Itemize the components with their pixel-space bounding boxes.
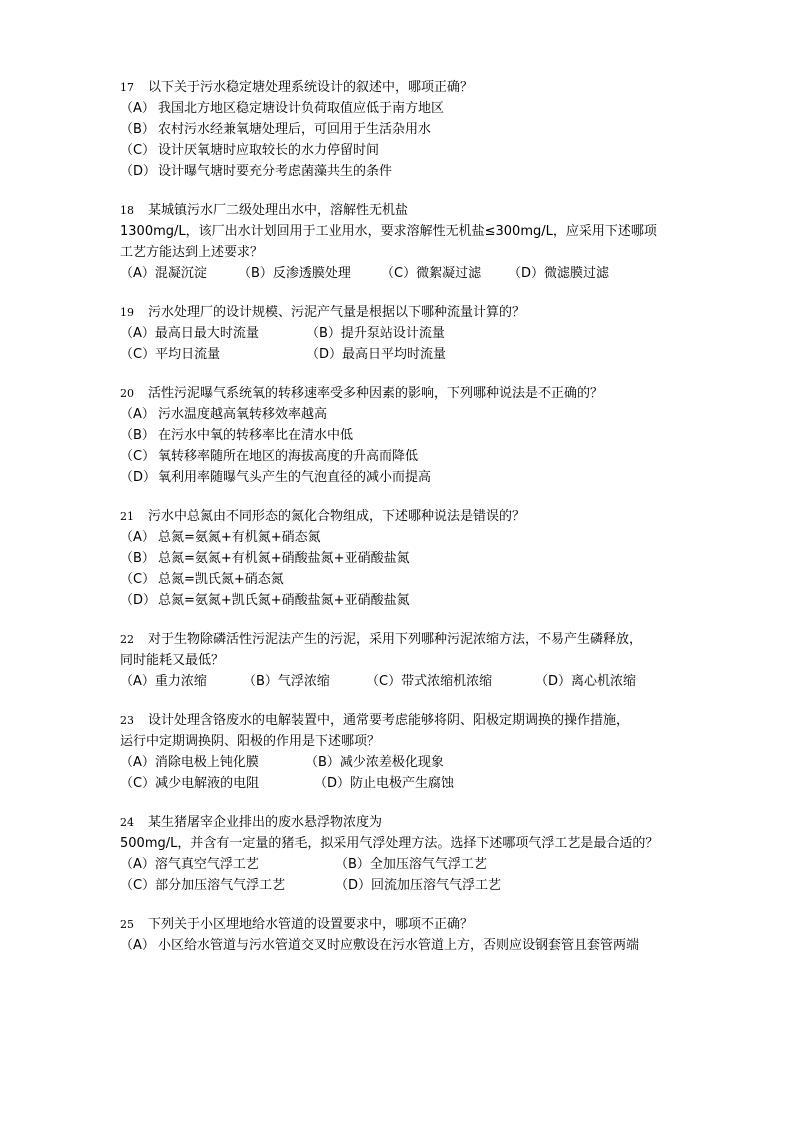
- option-text: 总氮=氨氮+凯氏氮+硝酸盐氮+亚硝酸盐氮: [158, 593, 410, 608]
- question-stem: 下列关于小区埋地给水管道的设置要求中，哪项不正确？: [148, 917, 474, 932]
- option-b: （B）提升泵站设计流量: [306, 326, 445, 341]
- option-a: （A）混凝沉淀: [120, 266, 207, 281]
- option-text: 污水温度越高氧转移效率越高: [158, 407, 328, 422]
- option-key: （B）: [120, 428, 155, 443]
- option-text: 农村污水经兼氧塘处理后，可回用于生活杂用水: [158, 122, 432, 137]
- option-b: （B）气浮浓缩: [243, 674, 330, 689]
- option-b: （B）减少浓差极化现象: [305, 755, 444, 770]
- question-21: [120, 506, 680, 611]
- option-key: （D）: [120, 164, 157, 179]
- question-stem: 某生猪屠宰企业排出的废水悬浮物浓度为: [148, 815, 383, 830]
- option-c: （C）平均日流量: [120, 347, 221, 362]
- option-d: （D）微滤膜过滤: [508, 266, 610, 281]
- question-stem: 污水处理厂的设计规模、污泥产气量是根据以下哪种流量计算的？: [148, 305, 526, 320]
- option-key: （A）: [120, 938, 155, 953]
- option-text: 总氮=凯氏氮+硝态氮: [158, 572, 284, 587]
- question-number: 17: [120, 81, 134, 94]
- option-text: 设计厌氧塘时应取较长的水力停留时间: [158, 143, 380, 158]
- question-stem: 某城镇污水厂二级处理出水中，溶解性无机盐: [148, 203, 409, 218]
- option-key: （B）: [120, 551, 155, 566]
- option-a: （A）重力浓缩: [120, 674, 207, 689]
- option-c: （C）带式浓缩机浓缩: [366, 674, 493, 689]
- option-key: （B）: [120, 122, 155, 137]
- option-c: （C）减少电解液的电阻: [120, 776, 260, 791]
- question-stem: 活性污泥曝气系统氧的转移速率受多种因素的影响，下列哪种说法是不正确的？: [148, 386, 604, 401]
- question-stem-line: 工艺方能达到上述要求？: [120, 245, 264, 260]
- option-key: （A）: [120, 407, 155, 422]
- option-d: （D）回流加压溶气气浮工艺: [335, 878, 502, 893]
- question-20: [120, 383, 680, 488]
- option-text: 在污水中氧的转移率比在清水中低: [158, 428, 354, 443]
- question-17: [120, 77, 680, 182]
- document-page: [120, 77, 680, 974]
- question-24: [120, 812, 680, 896]
- question-stem-line: 同时能耗又最低？: [120, 653, 225, 668]
- option-text: 我国北方地区稳定塘设计负荷取值应低于南方地区: [158, 101, 445, 116]
- question-stem: 对于生物除磷活性污泥法产生的污泥，采用下列哪种污泥浓缩方法，不易产生磷释放，: [148, 632, 643, 647]
- option-key: （A）: [120, 101, 155, 116]
- question-22: [120, 629, 680, 692]
- option-key: （C）: [120, 143, 156, 158]
- option-key: （C）: [120, 449, 156, 464]
- question-number: 23: [120, 714, 134, 727]
- question-number: 22: [120, 633, 134, 646]
- question-number: 24: [120, 816, 134, 829]
- option-text: 设计曝气塘时要充分考虑菌藻共生的条件: [158, 164, 393, 179]
- option-key: （A）: [120, 530, 155, 545]
- option-b: （B）全加压溶气气浮工艺: [335, 857, 487, 872]
- option-key: （D）: [120, 593, 157, 608]
- option-d: （D）最高日平均时流量: [306, 347, 447, 362]
- question-number: 18: [120, 204, 134, 217]
- question-stem-line: 500mg/L，并含有一定量的猪毛，拟采用气浮处理方法。选择下述哪项气浮工艺是最合适的？: [120, 836, 659, 851]
- question-number: 21: [120, 510, 134, 523]
- question-stem: 设计处理含铬废水的电解装置中，通常要考虑能够将阴、阳极定期调换的操作措施，: [148, 713, 630, 728]
- question-stem-line: 1300mg/L，该厂出水计划回用于工业用水，要求溶解性无机盐≤300mg/L，应采用下述哪项: [120, 224, 657, 239]
- option-text: 氧转移率随所在地区的海拔高度的升高而降低: [158, 449, 419, 464]
- question-number: 20: [120, 387, 134, 400]
- option-b: （B）反渗透膜处理: [238, 266, 351, 281]
- option-key: （D）: [120, 470, 157, 485]
- question-stem: 以下关于污水稳定塘处理系统设计的叙述中，哪项正确？: [148, 80, 474, 95]
- option-d: （D）防止电极产生腐蚀: [314, 776, 455, 791]
- option-text: 氧利用率随曝气头产生的气泡直径的减小而提高: [158, 470, 432, 485]
- option-a: （A）溶气真空气浮工艺: [120, 857, 259, 872]
- question-23: [120, 710, 680, 794]
- option-c: （C）部分加压溶气气浮工艺: [120, 878, 286, 893]
- option-text: 总氮=氨氮+有机氮+硝态氮: [158, 530, 321, 545]
- option-a: （A）最高日最大时流量: [120, 326, 259, 341]
- option-c: （C）微絮凝过滤: [381, 266, 482, 281]
- question-stem: 污水中总氮由不同形态的氮化合物组成，下述哪种说法是错误的？: [148, 509, 526, 524]
- option-a: （A）消除电极上钝化膜: [120, 755, 259, 770]
- option-d: （D）离心机浓缩: [535, 674, 637, 689]
- question-number: 19: [120, 306, 134, 319]
- question-25: [120, 914, 680, 956]
- question-18: [120, 200, 680, 284]
- question-stem-line: 运行中定期调换阴、阳极的作用是下述哪项？: [120, 734, 381, 749]
- option-key: （C）: [120, 572, 156, 587]
- question-19: [120, 302, 680, 365]
- option-text: 总氮=氨氮+有机氮+硝酸盐氮+亚硝酸盐氮: [158, 551, 410, 566]
- question-number: 25: [120, 918, 134, 931]
- option-text: 小区给水管道与污水管道交叉时应敷设在污水管道上方，否则应设钢套管且套管两端: [158, 938, 640, 953]
